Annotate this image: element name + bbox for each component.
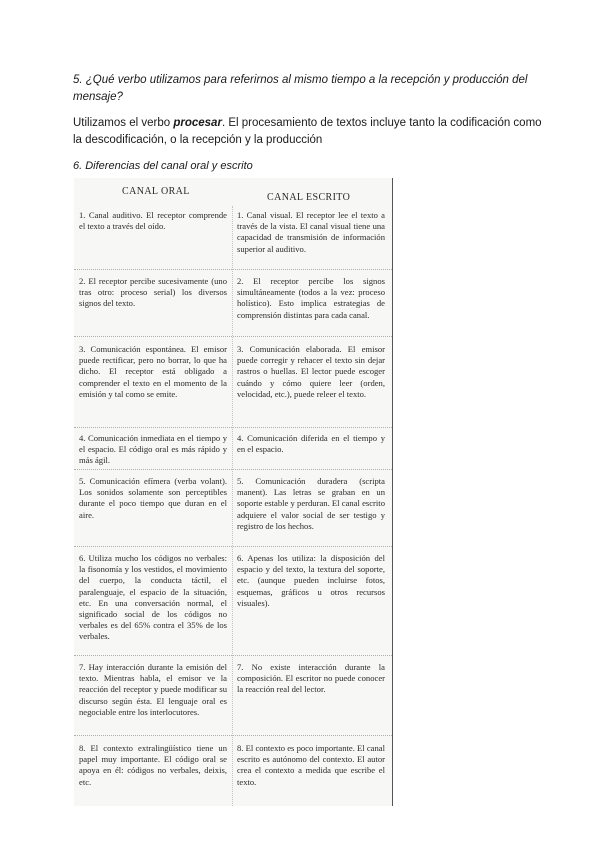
row-6-escrito: 6. Apenas los utiliza: la disposición del espacio y del texto, la textura del soporte, etc. (aunque pueden incluirse fotos, esquemas, gráficos u otros recursos visuales). — [237, 553, 385, 608]
row-2-escrito: 2. El receptor percibe los signos simultáneamente (todos a la vez: proceso holístico). Esto implica estrategias de comprensión distintas para cada canal. — [237, 276, 385, 320]
header-canal-escrito: CANAL ESCRITO — [267, 192, 351, 203]
row-divider — [74, 469, 392, 470]
row-5-oral: 5. Comunicación efímera (verba volant). Los sonidos solamente son perceptibles durante el poco tiempo que duran en el aire. — [79, 476, 227, 520]
row-divider — [74, 655, 392, 656]
row-divider — [74, 269, 392, 270]
row-divider — [74, 336, 392, 337]
row-divider — [74, 735, 392, 736]
answer-text-end: . El procesamiento de textos incluye tanto la codificación como la descodificación, o la recepción y la producción — [73, 117, 542, 146]
row-1-escrito: 1. Canal visual. El receptor lee el texto a través de la vista. El canal visual tiene una capacidad de transmisión de información superior al auditivo. — [237, 210, 385, 254]
header-canal-oral: CANAL ORAL — [122, 186, 190, 197]
column-divider — [232, 206, 233, 806]
question-5: 5. ¿Qué verbo utilizamos para referirnos al mismo tiempo a la recepción y producción del mensaje? — [73, 74, 528, 103]
row-divider — [74, 546, 392, 547]
section-title: 6. Diferencias del canal oral y escrito — [73, 160, 253, 172]
row-divider — [74, 427, 392, 428]
row-4-escrito: 4. Comunicación diferida en el tiempo y en el espacio. — [237, 433, 385, 455]
row-7-escrito: 7. No existe interacción durante la composición. El escritor no puede conocer la reacción real del lector. — [237, 662, 385, 695]
row-4-oral: 4. Comunicación inmediata en el tiempo y el espacio. El código oral es más rápido y más ágil. — [79, 433, 227, 466]
row-8-oral: 8. El contexto extralingüístico tiene un papel muy importante. El código oral se apoya en él: códigos no verbales, deixis, etc. — [79, 743, 227, 787]
answer-text-start: Utilizamos el verbo — [73, 117, 174, 129]
row-1-oral: 1. Canal auditivo. El receptor comprende el texto a través del oído. — [79, 210, 227, 232]
row-6-oral: 6. Utiliza mucho los códigos no verbales: la fisonomía y los vestidos, el movimiento del cuerpo, la conducta táctil, el paralenguaje, el espacio de la situación, etc. En una conversación normal, el significado social de los códigos no verbales es del 65% contra el 35% de los verbales. — [79, 553, 227, 642]
answer-keyword: procesar — [173, 117, 222, 129]
row-3-escrito: 3. Comunicación elaborada. El emisor puede corregir y rehacer el texto sin dejar rastros o huellas. El lector puede escoger cuándo y cómo quiere leer (orden, velocidad, etc.), puede releer el texto. — [237, 344, 385, 399]
row-2-oral: 2. El receptor percibe sucesivamente (uno tras otro: proceso serial) los diversos signos del texto. — [79, 276, 227, 309]
scanned-comparison-table — [74, 178, 393, 806]
answer-paragraph — [73, 115, 543, 149]
row-5-escrito: 5. Comunicación duradera (scripta manent). Las letras se graban en un soporte estable y perduran. El canal escrito adquiere el valor social de ser testigo y registro de los hechos. — [237, 476, 385, 531]
row-8-escrito: 8. El contexto es poco importante. El canal escrito es autónomo del contexto. El autor crea el contexto a medida que escribe el texto. — [237, 743, 385, 787]
row-7-oral: 7. Hay interacción durante la emisión del texto. Mientras habla, el emisor ve la reacción del receptor y puede modificar su discurso según ésta. El lenguaje oral es negociable entre los interlocutores. — [79, 662, 227, 717]
row-3-oral: 3. Comunicación espontánea. El emisor puede rectificar, pero no borrar, lo que ha dicho. El receptor está obligado a comprender el texto en el momento de la emisión y tal como se emite. — [79, 344, 227, 399]
